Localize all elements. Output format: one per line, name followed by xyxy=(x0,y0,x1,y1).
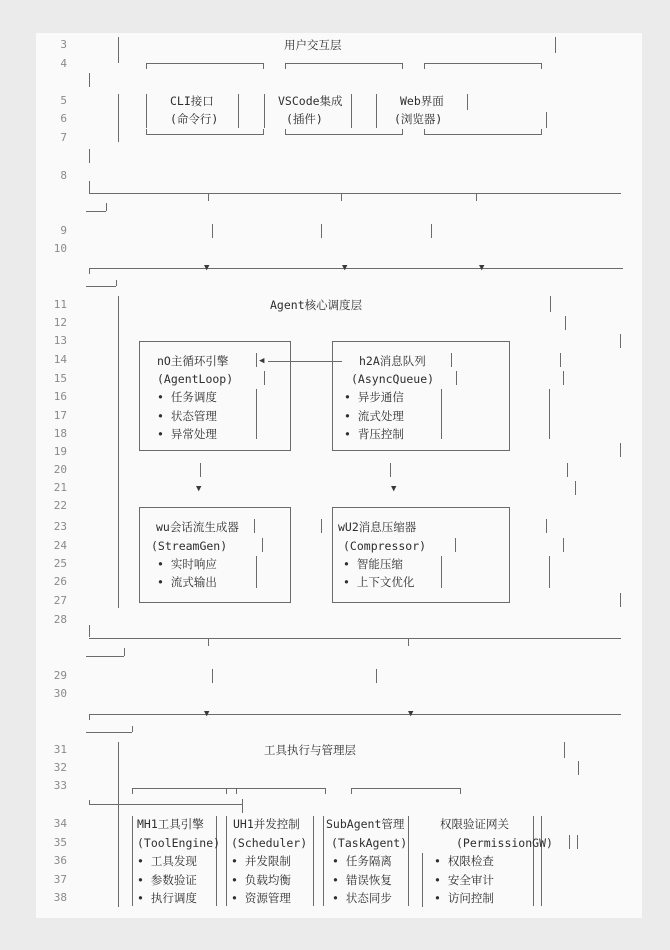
down-arrow-icon: ▼ xyxy=(342,263,348,273)
vscode-sub: (插件) xyxy=(286,112,323,126)
perm-item-1: • 权限检查 xyxy=(434,854,494,868)
border-line xyxy=(89,625,90,637)
web-box-right xyxy=(467,94,468,110)
web-box-top xyxy=(424,63,542,69)
cli-box-left xyxy=(146,94,147,128)
h2a-item-3: • 背压控制 xyxy=(344,427,404,441)
subagent-item-2: • 错误恢复 xyxy=(332,873,392,887)
mh1-box-right xyxy=(216,816,217,906)
line-number: 14 xyxy=(53,353,67,366)
border-line xyxy=(89,800,90,805)
border-line xyxy=(569,835,570,849)
border-line xyxy=(89,804,242,805)
down-arrow-icon: ▼ xyxy=(391,484,397,494)
line-number: 35 xyxy=(53,836,67,849)
uh1-item-2: • 负载均衡 xyxy=(231,873,291,887)
web-sub: (浏览器) xyxy=(394,112,443,126)
code-page xyxy=(36,33,642,918)
cli-box-right-outer xyxy=(264,94,265,128)
vscode-box-bottom xyxy=(285,129,403,135)
line-number: 3 xyxy=(60,38,67,51)
border-line xyxy=(563,538,564,552)
mh1-sub: (ToolEngine) xyxy=(137,836,221,850)
h2a-inner-border xyxy=(451,353,452,367)
line-number: 24 xyxy=(53,539,67,552)
mh1-box-top xyxy=(132,788,237,794)
cli-name: CLI接口 xyxy=(170,94,214,108)
border-line xyxy=(567,463,568,477)
line-number: 11 xyxy=(53,298,67,311)
subagent-item-1: • 任务隔离 xyxy=(332,854,392,868)
cli-box-bottom xyxy=(146,129,264,135)
connector-line xyxy=(341,193,342,201)
border-line xyxy=(549,389,550,439)
line-number: 10 xyxy=(53,242,67,255)
border-line xyxy=(560,353,561,367)
h2a-sub: (AsyncQueue) xyxy=(351,372,435,386)
border-line xyxy=(89,73,90,87)
n0-name: nO主循环引擎 xyxy=(157,354,229,368)
line-number: 4 xyxy=(60,57,67,70)
line-number: 15 xyxy=(53,372,67,385)
vscode-name: VSCode集成 xyxy=(278,94,343,108)
web-name: Web界面 xyxy=(400,94,444,108)
line-number: 36 xyxy=(53,854,67,867)
cli-box-top xyxy=(146,63,264,69)
wu-inner-border xyxy=(262,538,263,552)
line-number: 38 xyxy=(53,891,67,904)
connector-line xyxy=(321,224,322,238)
line-number: 12 xyxy=(53,316,67,329)
perm-box-left xyxy=(422,853,423,907)
line-number: 32 xyxy=(53,761,67,774)
wu-item-1: • 实时响应 xyxy=(157,557,217,571)
line-number: 25 xyxy=(53,557,67,570)
border-line xyxy=(565,316,566,330)
perm-sub: (PermissionGW) xyxy=(456,836,553,850)
cli-sub: (命令行) xyxy=(170,112,219,126)
connector-line xyxy=(408,638,409,646)
line-number: 7 xyxy=(60,131,67,144)
vscode-box-top xyxy=(285,63,403,69)
h2a-name: h2A消息队列 xyxy=(359,354,426,368)
line-number: 22 xyxy=(53,499,67,512)
border-line xyxy=(89,181,90,193)
border-line xyxy=(563,371,564,385)
wu2-inner-border xyxy=(441,556,442,588)
wu2-outer-border xyxy=(321,519,322,533)
user-layer-bottom-border xyxy=(89,193,621,194)
border-line xyxy=(86,732,132,733)
connector-line xyxy=(376,669,377,683)
line-number: 19 xyxy=(53,445,67,458)
line-number: 31 xyxy=(53,743,67,756)
wu2-item-1: • 智能压缩 xyxy=(343,557,403,571)
core-layer-title: Agent核心调度层 xyxy=(270,298,363,312)
user-layer-title: 用户交互层 xyxy=(284,38,342,52)
line-number: 13 xyxy=(53,334,67,347)
uh1-item-3: • 资源管理 xyxy=(231,891,291,905)
uh1-box-top xyxy=(226,788,326,794)
border-line xyxy=(89,714,90,720)
border-line xyxy=(575,481,576,495)
h2a-item-1: • 异步通信 xyxy=(344,390,404,404)
h2a-inner-border xyxy=(441,389,442,439)
wu2-item-2: • 上下文优化 xyxy=(343,575,415,589)
uh1-box-right xyxy=(313,816,314,906)
border-line xyxy=(620,334,621,348)
line-number: 5 xyxy=(60,94,67,107)
n0-h2a-connector xyxy=(268,361,342,362)
connector-line xyxy=(212,224,213,238)
web-box-bottom xyxy=(424,129,542,135)
wu2-inner-border xyxy=(455,538,456,552)
tool-layer-left-border xyxy=(118,742,119,907)
h2a-inner-border xyxy=(456,371,457,385)
line-number: 18 xyxy=(53,427,67,440)
line-number: 34 xyxy=(53,817,67,830)
line-number: 37 xyxy=(53,873,67,886)
wu2-inner-border xyxy=(546,519,547,533)
n0-inner-border xyxy=(256,389,257,439)
line-number: 26 xyxy=(53,575,67,588)
line-number: 27 xyxy=(53,594,67,607)
vscode-box-right xyxy=(351,94,352,128)
wu-item-2: • 流式输出 xyxy=(157,575,217,589)
subagent-name: SubAgent管理 xyxy=(326,817,405,831)
border-line xyxy=(620,443,621,457)
connector-line xyxy=(208,193,209,201)
h2a-item-2: • 流式处理 xyxy=(344,409,404,423)
uh1-box-left xyxy=(226,816,227,906)
border-line xyxy=(555,37,556,53)
left-arrow-icon: ◀ xyxy=(259,356,265,366)
subagent-item-3: • 状态同步 xyxy=(332,891,392,905)
web-box-right-outer xyxy=(546,112,547,128)
tool-layer-top-border xyxy=(89,714,621,715)
border-line xyxy=(620,593,621,607)
line-number: 28 xyxy=(53,613,67,626)
border-line xyxy=(86,286,116,287)
n0-item-2: • 状态管理 xyxy=(157,409,217,423)
border-line xyxy=(564,742,565,758)
line-number: 30 xyxy=(53,687,67,700)
border-line xyxy=(89,268,90,274)
border-line xyxy=(118,37,119,63)
n0-item-3: • 异常处理 xyxy=(157,427,217,441)
border-line xyxy=(577,835,578,849)
connector-line xyxy=(476,193,477,201)
n0-item-1: • 任务调度 xyxy=(157,390,217,404)
wu2-name: wU2消息压缩器 xyxy=(338,520,417,534)
mh1-item-1: • 工具发现 xyxy=(137,854,197,868)
border-line xyxy=(106,203,107,211)
border-line xyxy=(124,648,125,656)
line-number: 20 xyxy=(53,463,67,476)
line-number: 16 xyxy=(53,390,67,403)
wu2-sub: (Compressor) xyxy=(343,539,427,553)
connector-line xyxy=(431,224,432,238)
line-number: 8 xyxy=(60,169,67,182)
subagent-box-right xyxy=(408,816,409,906)
down-arrow-icon: ▼ xyxy=(204,709,210,719)
connector-line xyxy=(212,669,213,683)
mh1-item-3: • 执行调度 xyxy=(137,891,197,905)
subagent-sub: (TaskAgent) xyxy=(331,836,408,850)
n0-inner-border xyxy=(264,371,265,385)
perm-box-right-outer xyxy=(541,816,542,906)
perm-name: 权限验证网关 xyxy=(440,817,509,831)
mh1-name: MH1工具引擎 xyxy=(137,817,204,831)
connector-line xyxy=(200,463,201,477)
core-layer-left-border xyxy=(118,296,119,608)
border-line xyxy=(549,556,550,588)
line-number: 29 xyxy=(53,669,67,682)
connector-line xyxy=(208,638,209,646)
vscode-box-right-outer xyxy=(376,94,377,128)
tool-layer-title: 工具执行与管理层 xyxy=(264,743,356,757)
border-line xyxy=(89,149,90,163)
wu-name: wu会话流生成器 xyxy=(156,520,239,534)
line-number: 23 xyxy=(53,520,67,533)
subagent-box-left xyxy=(323,816,324,906)
mh1-box-left xyxy=(132,816,133,906)
border-line xyxy=(118,94,119,142)
wu-inner-border xyxy=(254,519,255,533)
cli-box-right xyxy=(238,94,239,128)
uh1-sub: (Scheduler) xyxy=(231,836,308,850)
line-number: 6 xyxy=(60,112,67,125)
border-line xyxy=(578,761,579,775)
down-arrow-icon: ▼ xyxy=(204,263,210,273)
n0-inner-border xyxy=(256,353,257,367)
border-line xyxy=(116,280,117,286)
line-number: 17 xyxy=(53,409,67,422)
line-number: 33 xyxy=(53,779,67,792)
mh1-item-2: • 参数验证 xyxy=(137,873,197,887)
border-line xyxy=(86,656,124,657)
down-arrow-icon: ▼ xyxy=(479,263,485,273)
perm-item-3: • 访问控制 xyxy=(434,891,494,905)
wu-sub: (StreamGen) xyxy=(151,539,228,553)
line-number: 9 xyxy=(60,224,67,237)
uh1-name: UH1并发控制 xyxy=(233,817,300,831)
wu-inner-border xyxy=(256,556,257,588)
n0-sub: (AgentLoop) xyxy=(157,372,234,386)
subagent-box-top xyxy=(351,788,461,794)
core-layer-top-border xyxy=(89,268,623,269)
border-line xyxy=(132,726,133,732)
border-line xyxy=(242,799,243,813)
down-arrow-icon: ▼ xyxy=(196,484,202,494)
down-arrow-icon: ▼ xyxy=(408,709,414,719)
border-line xyxy=(550,296,551,312)
line-number: 21 xyxy=(53,481,67,494)
uh1-item-1: • 并发限制 xyxy=(231,854,291,868)
connector-line xyxy=(390,463,391,477)
core-layer-bottom-border xyxy=(89,638,621,639)
perm-box-right xyxy=(533,816,534,906)
perm-item-2: • 安全审计 xyxy=(434,873,494,887)
border-line xyxy=(86,211,106,212)
